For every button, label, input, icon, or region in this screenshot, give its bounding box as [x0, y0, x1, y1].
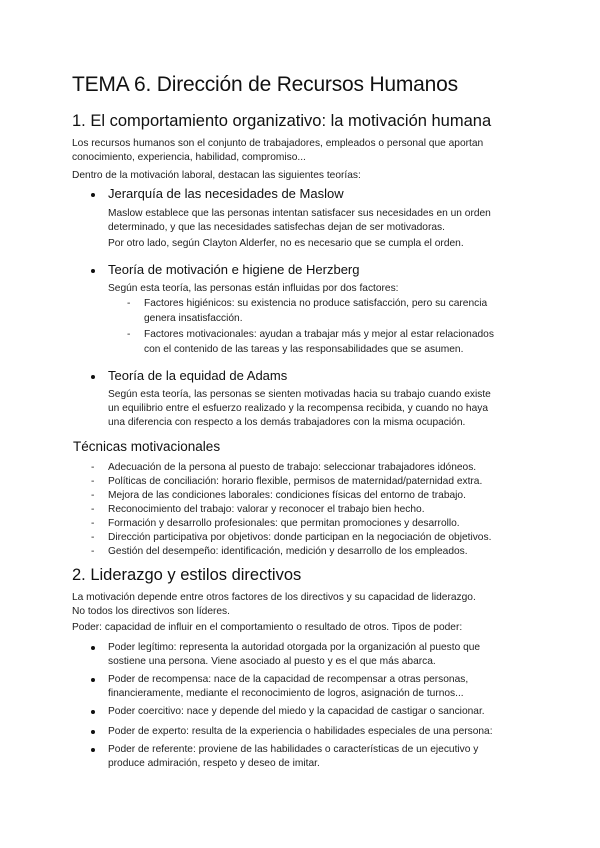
adams-line: una diferencia con respecto a los demás trabajadores con la misma ocupación.: [108, 417, 466, 428]
power-line: sostiene una persona. Viene asociado al puesto y es el que más abarca.: [108, 656, 436, 667]
bullet-icon: [91, 269, 95, 273]
techniques-heading: Técnicas motivacionales: [73, 439, 221, 454]
section-2-intro-line: La motivación depende entre otros factores de los directivos y su capacidad de liderazgo.: [72, 592, 476, 603]
herzberg-title: Teoría de motivación e higiene de Herzberg: [108, 262, 360, 277]
bullet-icon: [91, 646, 95, 650]
herzberg-factor-line: genera insatisfacción.: [144, 313, 243, 324]
section-2-intro-line: No todos los directivos son líderes.: [72, 606, 230, 617]
dash-icon: -: [91, 532, 95, 543]
herzberg-intro: Según esta teoría, las personas están influidas por dos factores:: [108, 283, 399, 294]
technique-item: Dirección participativa por objetivos: donde participan en la negociación de objetivos.: [108, 532, 492, 543]
maslow-line: Por otro lado, según Clayton Alderfer, no es necesario que se cumpla el orden.: [108, 238, 464, 249]
dash-icon: -: [91, 490, 95, 501]
bullet-icon: [91, 730, 95, 734]
dash-icon: -: [91, 476, 95, 487]
power-line: Poder de referente: proviene de las habilidades o características de un ejecutivo y: [108, 744, 479, 755]
power-line: produce admiración, respeto y deseo de imitar.: [108, 758, 320, 769]
bullet-icon: [91, 748, 95, 752]
page-title: TEMA 6. Dirección de Recursos Humanos: [72, 73, 458, 96]
power-line: Poder de experto: resulta de la experiencia o habilidades especiales de una persona:: [108, 726, 493, 737]
maslow-title: Jerarquía de las necesidades de Maslow: [108, 186, 344, 201]
power-line: financieramente, mediante el reconocimiento de logros, asignación de turnos...: [108, 688, 464, 699]
adams-line: un equilibrio entre el esfuerzo realizado y la recompensa recibida, y cuando no haya: [108, 403, 488, 414]
intro-line: Los recursos humanos son el conjunto de trabajadores, empleados o personal que aportan: [72, 138, 484, 149]
maslow-line: determinado, y que las necesidades satisfechas dejan de ser motivadoras.: [108, 222, 445, 233]
technique-item: Mejora de las condiciones laborales: condiciones físicas del entorno de trabajo.: [108, 490, 466, 501]
technique-item: Formación y desarrollo profesionales: que permitan promociones y desarrollo.: [108, 518, 460, 529]
dash-icon: -: [91, 518, 95, 529]
bullet-icon: [91, 678, 95, 682]
section-1-heading: 1. El comportamiento organizativo: la motivación humana: [72, 112, 492, 130]
herzberg-factor-line: Factores higiénicos: su existencia no produce satisfacción, pero su carencia: [144, 298, 488, 309]
bullet-icon: [91, 710, 95, 714]
dash-icon: -: [91, 462, 95, 473]
section-2-heading: 2. Liderazgo y estilos directivos: [72, 566, 302, 584]
herzberg-factor-line: Factores motivacionales: ayudan a trabajar más y mejor al estar relacionados: [144, 329, 494, 340]
bullet-icon: [91, 193, 95, 197]
power-line: Poder legítimo: representa la autoridad otorgada por la organización al puesto que: [108, 642, 481, 653]
dash-icon: -: [91, 546, 95, 557]
technique-item: Adecuación de la persona al puesto de trabajo: seleccionar trabajadores idóneos.: [108, 462, 477, 473]
adams-line: Según esta teoría, las personas se sienten motivadas hacia su trabajo cuando existe: [108, 389, 491, 400]
dash-icon: -: [91, 504, 95, 515]
power-intro: Poder: capacidad de influir en el comportamiento o resultado de otros. Tipos de poder:: [72, 622, 463, 633]
bullet-icon: [91, 375, 95, 379]
maslow-line: Maslow establece que las personas intentan satisfacer sus necesidades en un orden: [108, 208, 491, 219]
power-line: Poder de recompensa: nace de la capacidad de recompensar a otras personas,: [108, 674, 469, 685]
technique-item: Reconocimiento del trabajo: valorar y reconocer el trabajo bien hecho.: [108, 504, 425, 515]
dash-icon: -: [127, 298, 131, 309]
dash-icon: -: [127, 329, 131, 340]
technique-item: Políticas de conciliación: horario flexible, permisos de maternidad/paternidad extra.: [108, 476, 483, 487]
technique-item: Gestión del desempeño: identificación, medición y desarrollo de los empleados.: [108, 546, 468, 557]
power-line: Poder coercitivo: nace y depende del miedo y la capacidad de castigar o sancionar.: [108, 706, 485, 717]
theories-intro: Dentro de la motivación laboral, destacan las siguientes teorías:: [72, 170, 361, 181]
intro-line: conocimiento, experiencia, habilidad, compromiso...: [72, 152, 306, 163]
adams-title: Teoría de la equidad de Adams: [108, 368, 288, 383]
herzberg-factor-line: con el contenido de las tareas y las responsabilidades que se asumen.: [144, 344, 464, 355]
